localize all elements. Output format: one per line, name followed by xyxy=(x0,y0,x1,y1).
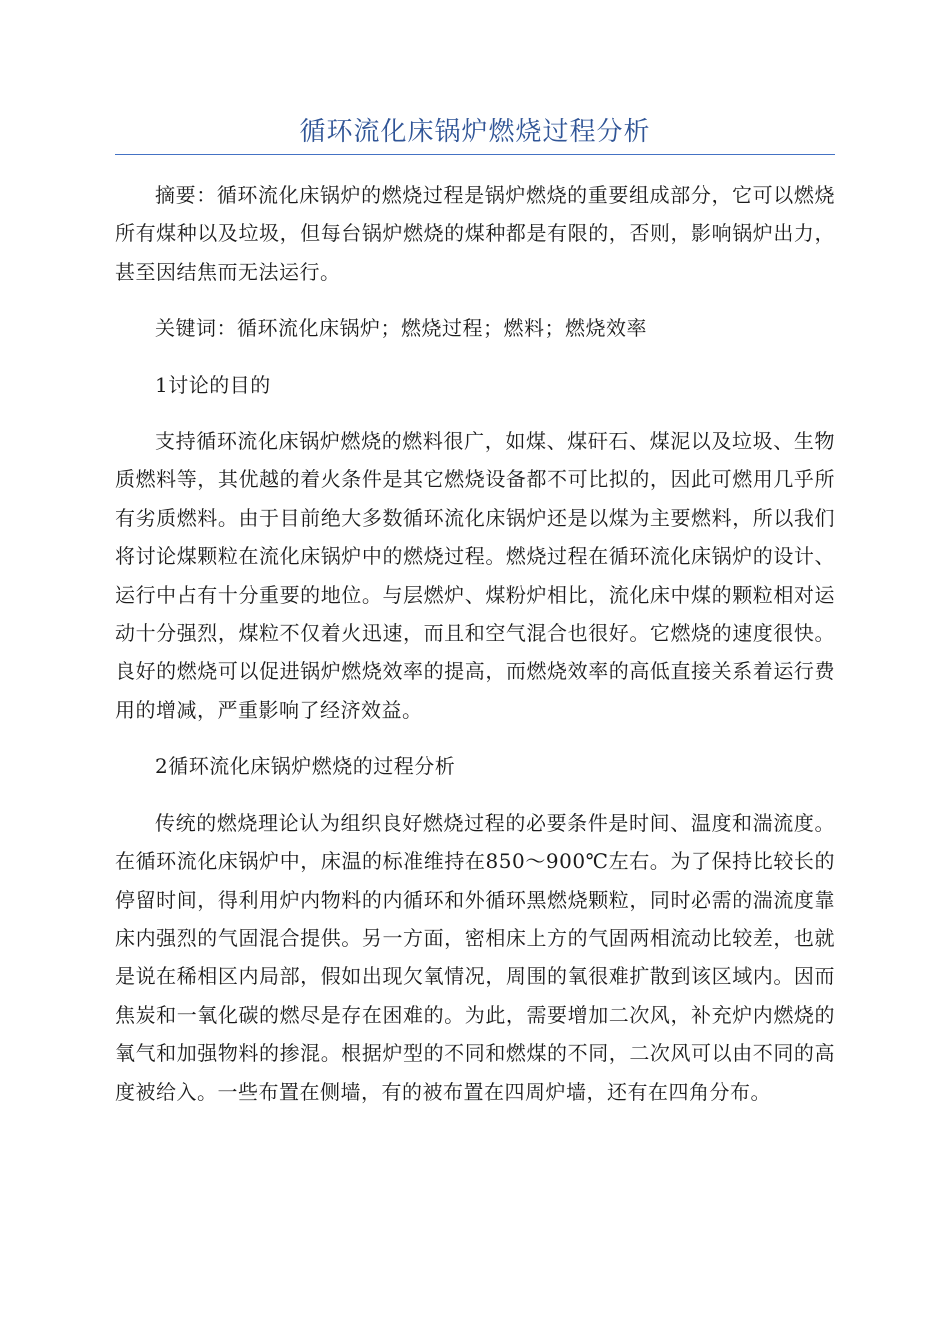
section-1-paragraph: 支持循环流化床锅炉燃烧的燃料很广，如煤、煤矸石、煤泥以及垃圾、生物质燃料等，其优越的着火条件是其它燃烧设备都不可比拟的，因此可燃用几乎所有劣质燃料。由于目前绝大多数循环流化床锅炉还是以煤为主要燃料，所以我们将讨论煤颗粒在流化床锅炉中的燃烧过程。燃烧过程在循环流化床锅炉的设计、运行中占有十分重要的地位。与层燃炉、煤粉炉相比，流化床中煤的颗粒相对运动十分强烈，煤粒不仅着火迅速，而且和空气混合也很好。它燃烧的速度很快。良好的燃烧可以促进锅炉燃烧效率的提高，而燃烧效率的高低直接关系着运行费用的增减，严重影响了经济效益。 xyxy=(115,429,835,722)
section-2-paragraph: 传统的燃烧理论认为组织良好燃烧过程的必要条件是时间、温度和湍流度。在循环流化床锅炉中，床温的标准维持在850～900℃左右。为了保持比较长的停留时间，得利用炉内物料的内循环和外循环黑燃烧颗粒，同时必需的湍流度靠床内强烈的气固混合提供。另一方面，密相床上方的气固两相流动比较差，也就是说在稀相区内局部，假如出现欠氧情况，周围的氧很难扩散到该区域内。因而焦炭和一氧化碳的燃尽是存在困难的。为此，需要增加二次风，补充炉内燃烧的氧气和加强物料的掺混。根据炉型的不同和燃煤的不同，二次风可以由不同的高度被给入。一些布置在侧墙，有的被布置在四周炉墙，还有在四角分布。 xyxy=(115,810,835,1104)
section-2-heading: 2循环流化床锅炉燃烧的过程分析 xyxy=(155,754,456,779)
document-body xyxy=(115,176,835,1111)
section-1-heading: 1讨论的目的 xyxy=(155,372,271,397)
abstract-paragraph: 摘要：循环流化床锅炉的燃烧过程是锅炉燃烧的重要组成部分，它可以燃烧所有煤种以及垃圾，但每台锅炉燃烧的煤种都是有限的，否则，影响锅炉出力，甚至因结焦而无法运行。 xyxy=(115,183,835,284)
document-title: 循环流化床锅炉燃烧过程分析 xyxy=(299,117,651,147)
keywords-paragraph: 关键词：循环流化床锅炉；燃烧过程；燃料；燃烧效率 xyxy=(155,316,647,341)
title-underline xyxy=(115,154,835,155)
